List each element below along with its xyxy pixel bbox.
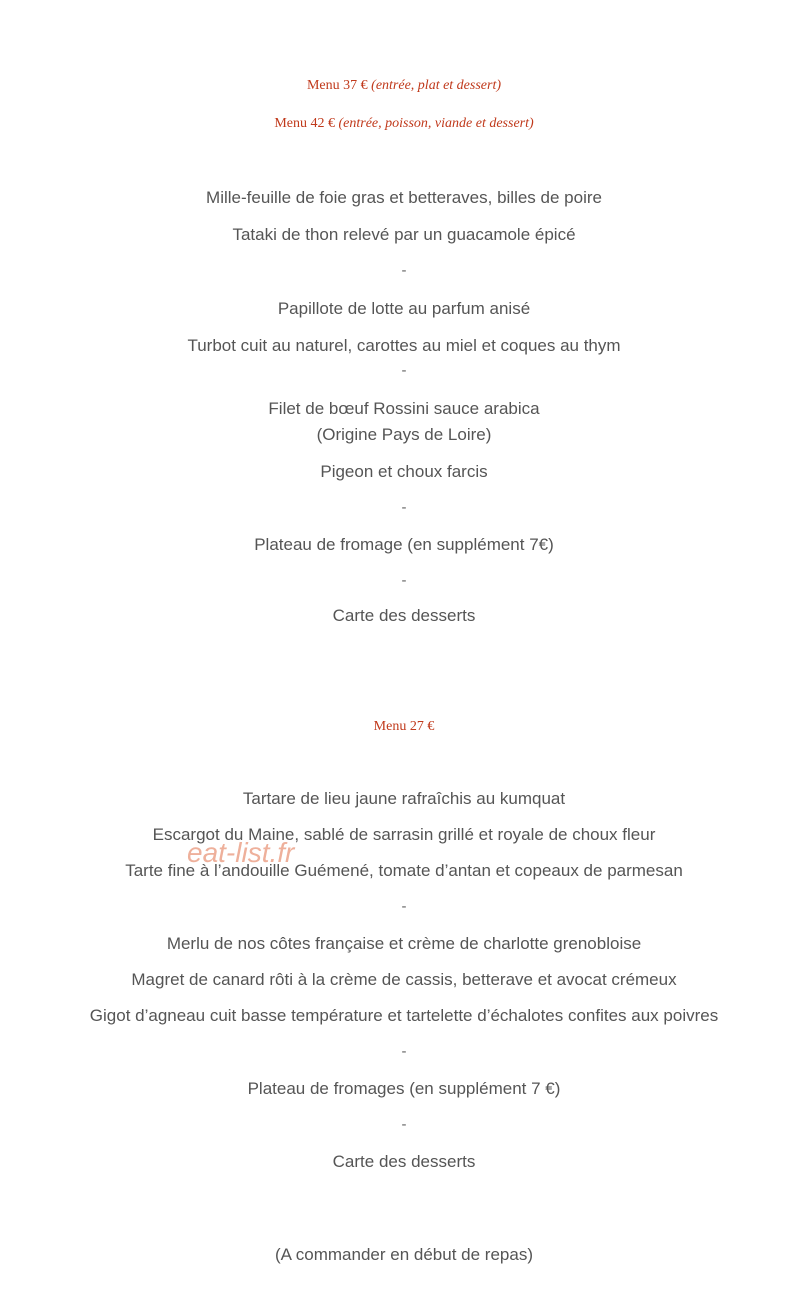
menu-a-fish-2: Turbot cuit au naturel, carottes au miel et coques au thym bbox=[187, 336, 621, 355]
menu-b-starter-2: Escargot du Maine, sablé de sarrasin grillé et royale de choux fleur bbox=[152, 825, 656, 844]
separator: - bbox=[401, 1043, 407, 1060]
menu-a-meat-1: Filet de bœuf Rossini sauce arabica bbox=[268, 399, 540, 418]
separator: - bbox=[401, 362, 407, 379]
menu-b-main-1: Merlu de nos côtes française et crème de charlotte grenobloise bbox=[166, 934, 642, 953]
menu-b-desserts: Carte des desserts bbox=[332, 1152, 476, 1171]
menu-b-cheese: Plateau de fromages (en supplément 7 €) bbox=[247, 1079, 561, 1098]
menu-b-starter-3: Tarte fine à l’andouille Guémené, tomate d’antan et copeaux de parmesan bbox=[125, 861, 683, 880]
menu-a-starter-1: Mille-feuille de foie gras et betteraves, billes de poire bbox=[206, 188, 602, 207]
separator: - bbox=[401, 898, 407, 915]
menu-a-starter-2: Tataki de thon relevé par un guacamole épicé bbox=[232, 225, 576, 244]
menu-a-desserts: Carte des desserts bbox=[332, 606, 476, 625]
watermark: eat-list.fr bbox=[187, 837, 295, 868]
menu-a-cheese: Plateau de fromage (en supplément 7€) bbox=[254, 535, 554, 554]
separator: - bbox=[401, 572, 407, 589]
separator: - bbox=[401, 1116, 407, 1133]
menu-37-price: Menu 37 € bbox=[306, 78, 368, 93]
menu-42-detail: (entrée, poisson, viande et dessert) bbox=[338, 116, 534, 131]
menu-42-price: Menu 42 € bbox=[274, 116, 335, 131]
menu-27-title: Menu 27 € bbox=[373, 719, 435, 734]
separator: - bbox=[401, 262, 407, 279]
menu-b-starter-1: Tartare de lieu jaune rafraîchis au kumquat bbox=[242, 789, 566, 808]
menu-a-meat-origin: (Origine Pays de Loire) bbox=[316, 425, 492, 444]
menu-a-meat-2: Pigeon et choux farcis bbox=[320, 462, 488, 481]
menu-37-detail: (entrée, plat et dessert) bbox=[371, 78, 502, 93]
menu-a-fish-1: Papillote de lotte au parfum anisé bbox=[277, 299, 531, 318]
footer-note: (A commander en début de repas) bbox=[275, 1245, 533, 1264]
menu-b-main-2: Magret de canard rôti à la crème de cassis, betterave et avocat crémeux bbox=[131, 970, 677, 989]
menu-37-title bbox=[0, 77, 808, 95]
menu-b-main-3: Gigot d’agneau cuit basse température et tartelette d’échalotes confites aux poivres bbox=[89, 1006, 719, 1025]
separator: - bbox=[401, 499, 407, 516]
menu-42-title bbox=[0, 115, 808, 133]
